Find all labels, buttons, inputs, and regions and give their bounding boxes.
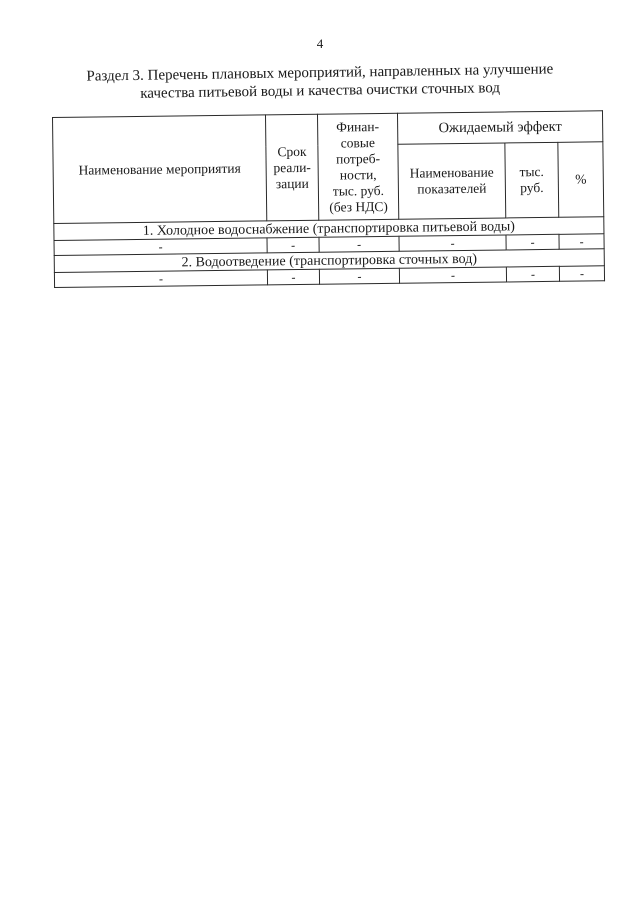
header-fin-line: совые xyxy=(340,134,376,150)
measures-table xyxy=(52,110,604,288)
header-indicator-line: Наименование xyxy=(409,164,494,181)
table-cell: - xyxy=(559,266,604,282)
table-cell: - xyxy=(267,237,319,253)
section-title-line-2: качества питьевой воды и качества очистки сточных вод xyxy=(140,80,501,102)
header-financial-needs xyxy=(317,113,398,220)
page-number: 4 xyxy=(316,36,324,51)
header-fin-line: Финан- xyxy=(336,118,380,135)
header-expected-effect: Ожидаемый эффект xyxy=(397,111,602,145)
table-cell: - xyxy=(54,270,267,288)
table-cell: - xyxy=(506,266,559,282)
header-term xyxy=(265,114,318,221)
section-title-cell: 2. Водоотведение (транспортировка сточных вод) xyxy=(54,249,604,273)
header-event-name: Наименование мероприятия xyxy=(53,115,267,224)
header-fin-line: (без НДС) xyxy=(329,198,388,215)
header-fin-line: тыс. руб. xyxy=(332,182,385,199)
table-cell: - xyxy=(399,267,506,283)
header-fin-line: потреб- xyxy=(335,150,381,167)
header-term-line: реали- xyxy=(273,159,311,175)
table-cell: - xyxy=(559,234,604,250)
header-thousand-line: руб. xyxy=(520,180,544,196)
table-cell: - xyxy=(267,269,319,285)
header-term-line: зации xyxy=(275,175,309,191)
header-indicator-name xyxy=(398,143,506,219)
section-title-cell: 1. Холодное водоснабжение (транспортировка питьевой воды) xyxy=(54,217,604,241)
header-percent: % xyxy=(558,142,604,218)
table-cell: - xyxy=(506,234,559,250)
header-indicator-line: показателей xyxy=(417,180,487,197)
header-term-line: Срок xyxy=(277,143,307,159)
table-cell: - xyxy=(54,238,267,256)
table-cell: - xyxy=(319,236,399,252)
section-title xyxy=(60,60,581,104)
header-thousand-rub xyxy=(505,142,559,218)
table-cell: - xyxy=(319,268,399,284)
table-cell: - xyxy=(399,235,506,251)
header-fin-line: ности, xyxy=(339,166,377,182)
header-thousand-line: тыс. xyxy=(519,163,544,180)
section-title-line-1: Раздел 3. Перечень плановых мероприятий, направленных на улучшение xyxy=(86,61,554,85)
